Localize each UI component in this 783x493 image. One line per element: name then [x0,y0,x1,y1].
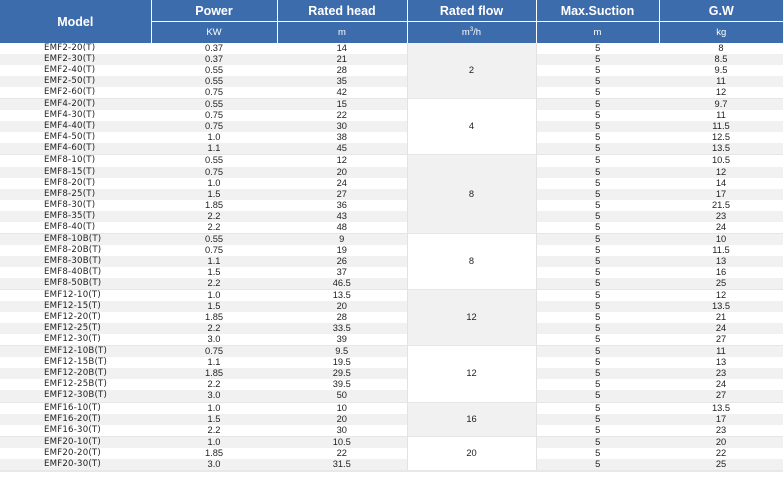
power-cell: 0.75 [151,346,277,358]
table-row [0,379,783,390]
power-cell: 1.0 [151,290,277,302]
model-cell: EMF4-30(T) [0,110,151,121]
gw-cell: 13.5 [659,402,783,414]
gw-cell: 11.5 [659,121,783,132]
gw-cell: 22 [659,448,783,459]
table-row [0,390,783,402]
power-cell: 1.85 [151,368,277,379]
rated-head-cell: 39.5 [277,379,407,390]
table-row [0,155,783,167]
model-cell: EMF20-20(T) [0,448,151,459]
power-cell: 1.85 [151,200,277,211]
max-suction-cell: 5 [536,414,659,425]
gw-cell: 13.5 [659,301,783,312]
gw-cell: 9.7 [659,99,783,111]
gw-cell: 23 [659,425,783,437]
model-cell: EMF8-40(T) [0,222,151,234]
gw-cell: 11 [659,346,783,358]
model-cell: EMF8-20(T) [0,178,151,189]
rated-head-cell: 37 [277,267,407,278]
max-suction-cell: 5 [536,256,659,267]
table-row [0,233,783,245]
power-cell: 2.2 [151,222,277,234]
table-row [0,278,783,290]
max-suction-cell: 5 [536,436,659,448]
table-row [0,290,783,302]
header-gw: G.W [659,0,783,22]
table-row [0,76,783,87]
power-cell: 1.85 [151,448,277,459]
table-row [0,43,783,54]
header-row [0,0,783,22]
model-cell: EMF8-15(T) [0,167,151,178]
header-rated-head: Rated head [277,0,407,22]
rated-head-cell: 20 [277,301,407,312]
gw-cell: 25 [659,278,783,290]
model-cell: EMF2-60(T) [0,87,151,99]
gw-cell: 12 [659,87,783,99]
table-row [0,222,783,234]
power-cell: 2.2 [151,425,277,437]
gw-cell: 24 [659,323,783,334]
rated-head-cell: 15 [277,99,407,111]
power-cell: 1.1 [151,143,277,155]
header-model: Model [0,0,151,43]
rated-flow-cell: 12 [407,290,536,346]
power-cell: 2.2 [151,211,277,222]
max-suction-cell: 5 [536,211,659,222]
power-cell: 0.55 [151,76,277,87]
rated-head-cell: 35 [277,76,407,87]
rated-head-cell: 30 [277,425,407,437]
model-cell: EMF16-10(T) [0,402,151,414]
max-suction-cell: 5 [536,110,659,121]
gw-cell: 11 [659,110,783,121]
rated-flow-cell: 20 [407,436,536,470]
gw-cell: 14 [659,178,783,189]
max-suction-cell: 5 [536,402,659,414]
max-suction-cell: 5 [536,267,659,278]
unit-rated-head: m [277,22,407,44]
gw-cell: 13 [659,256,783,267]
gw-cell: 16 [659,267,783,278]
unit-max-suction: m [536,22,659,44]
power-cell: 0.55 [151,233,277,245]
max-suction-cell: 5 [536,357,659,368]
power-cell: 0.55 [151,65,277,76]
rated-head-cell: 38 [277,132,407,143]
model-cell: EMF4-20(T) [0,99,151,111]
table-row [0,425,783,437]
gw-cell: 9.5 [659,65,783,76]
rated-head-cell: 9.5 [277,346,407,358]
max-suction-cell: 5 [536,390,659,402]
model-cell: EMF2-30(T) [0,54,151,65]
power-cell: 0.75 [151,110,277,121]
model-cell: EMF16-30(T) [0,425,151,437]
rated-flow-cell: 16 [407,402,536,436]
gw-cell: 11.5 [659,245,783,256]
max-suction-cell: 5 [536,87,659,99]
gw-cell: 10.5 [659,155,783,167]
model-cell: EMF16-20(T) [0,414,151,425]
table-row [0,346,783,358]
table-row [0,87,783,99]
power-cell: 0.75 [151,167,277,178]
gw-cell: 24 [659,222,783,234]
rated-flow-cell: 4 [407,99,536,155]
power-cell: 0.55 [151,99,277,111]
model-cell: EMF4-40(T) [0,121,151,132]
table-row [0,200,783,211]
power-cell: 1.0 [151,436,277,448]
table-body [0,43,783,470]
power-cell: 1.5 [151,189,277,200]
power-cell: 1.5 [151,301,277,312]
max-suction-cell: 5 [536,178,659,189]
rated-head-cell: 29.5 [277,368,407,379]
model-cell: EMF12-25(T) [0,323,151,334]
rated-head-cell: 26 [277,256,407,267]
max-suction-cell: 5 [536,459,659,470]
power-cell: 0.75 [151,121,277,132]
max-suction-cell: 5 [536,65,659,76]
model-cell: EMF12-15B(T) [0,357,151,368]
model-cell: EMF2-50(T) [0,76,151,87]
model-cell: EMF8-20B(T) [0,245,151,256]
power-cell: 3.0 [151,459,277,470]
gw-cell: 27 [659,390,783,402]
rated-head-cell: 21 [277,54,407,65]
table-row [0,323,783,334]
model-cell: EMF2-20(T) [0,43,151,54]
power-cell: 2.2 [151,278,277,290]
gw-cell: 10 [659,233,783,245]
gw-cell: 27 [659,334,783,346]
gw-cell: 20 [659,436,783,448]
table-row [0,211,783,222]
rated-head-cell: 14 [277,43,407,54]
table-row [0,402,783,414]
max-suction-cell: 5 [536,290,659,302]
model-cell: EMF12-10(T) [0,290,151,302]
model-cell: EMF2-40(T) [0,65,151,76]
table-row [0,448,783,459]
table-row [0,65,783,76]
table-row [0,312,783,323]
max-suction-cell: 5 [536,43,659,54]
rated-head-cell: 22 [277,448,407,459]
gw-cell: 13.5 [659,143,783,155]
power-cell: 1.1 [151,256,277,267]
max-suction-cell: 5 [536,99,659,111]
gw-cell: 25 [659,459,783,470]
model-cell: EMF8-30B(T) [0,256,151,267]
rated-head-cell: 39 [277,334,407,346]
rated-head-cell: 9 [277,233,407,245]
table-row [0,368,783,379]
rated-flow-cell: 8 [407,233,536,289]
model-cell: EMF8-10B(T) [0,233,151,245]
gw-cell: 12 [659,290,783,302]
model-cell: EMF12-20(T) [0,312,151,323]
power-cell: 3.0 [151,334,277,346]
power-cell: 1.1 [151,357,277,368]
rated-head-cell: 42 [277,87,407,99]
gw-cell: 24 [659,379,783,390]
max-suction-cell: 5 [536,323,659,334]
gw-cell: 11 [659,76,783,87]
table-row [0,436,783,448]
rated-head-cell: 31.5 [277,459,407,470]
gw-cell: 23 [659,368,783,379]
rated-head-cell: 43 [277,211,407,222]
power-cell: 0.75 [151,245,277,256]
rated-head-cell: 45 [277,143,407,155]
model-cell: EMF12-25B(T) [0,379,151,390]
table-row [0,459,783,470]
unit-flow-tail: /h [473,27,482,39]
max-suction-cell: 5 [536,346,659,358]
max-suction-cell: 5 [536,312,659,323]
rated-flow-cell: 12 [407,346,536,402]
header-power: Power [151,0,277,22]
rated-head-cell: 20 [277,167,407,178]
table-row [0,167,783,178]
unit-flow-exponent: 3 [469,26,474,33]
max-suction-cell: 5 [536,448,659,459]
model-cell: EMF12-10B(T) [0,346,151,358]
power-cell: 1.5 [151,267,277,278]
max-suction-cell: 5 [536,155,659,167]
max-suction-cell: 5 [536,379,659,390]
rated-head-cell: 24 [277,178,407,189]
max-suction-cell: 5 [536,368,659,379]
table-row [0,357,783,368]
max-suction-cell: 5 [536,200,659,211]
table-row [0,132,783,143]
gw-cell: 17 [659,414,783,425]
model-cell: EMF8-40B(T) [0,267,151,278]
max-suction-cell: 5 [536,189,659,200]
rated-flow-cell: 2 [407,43,536,99]
table-row [0,189,783,200]
table-row [0,414,783,425]
rated-head-cell: 33.5 [277,323,407,334]
table-row [0,245,783,256]
gw-cell: 8.5 [659,54,783,65]
model-cell: EMF8-10(T) [0,155,151,167]
rated-head-cell: 36 [277,200,407,211]
max-suction-cell: 5 [536,245,659,256]
rated-head-cell: 30 [277,121,407,132]
max-suction-cell: 5 [536,121,659,132]
power-cell: 1.0 [151,178,277,189]
gw-cell: 21.5 [659,200,783,211]
power-cell: 0.75 [151,87,277,99]
gw-cell: 13 [659,357,783,368]
rated-head-cell: 46.5 [277,278,407,290]
model-cell: EMF4-60(T) [0,143,151,155]
gw-cell: 21 [659,312,783,323]
power-cell: 0.55 [151,155,277,167]
power-cell: 0.37 [151,54,277,65]
model-cell: EMF12-30B(T) [0,390,151,402]
rated-head-cell: 22 [277,110,407,121]
rated-head-cell: 28 [277,65,407,76]
table-header [0,0,783,43]
model-cell: EMF12-30(T) [0,334,151,346]
max-suction-cell: 5 [536,167,659,178]
power-cell: 0.37 [151,43,277,54]
max-suction-cell: 5 [536,54,659,65]
rated-head-cell: 19.5 [277,357,407,368]
rated-head-cell: 10.5 [277,436,407,448]
max-suction-cell: 5 [536,301,659,312]
model-cell: EMF12-20B(T) [0,368,151,379]
gw-cell: 12.5 [659,132,783,143]
power-cell: 1.0 [151,402,277,414]
table-row [0,110,783,121]
table-row [0,121,783,132]
table-row [0,143,783,155]
rated-head-cell: 19 [277,245,407,256]
model-cell: EMF8-35(T) [0,211,151,222]
table-row [0,267,783,278]
max-suction-cell: 5 [536,222,659,234]
table-row [0,54,783,65]
rated-head-cell: 13.5 [277,290,407,302]
table-row [0,99,783,111]
table-row [0,256,783,267]
rated-head-cell: 27 [277,189,407,200]
model-cell: EMF8-30(T) [0,200,151,211]
unit-gw: kg [659,22,783,44]
rated-head-cell: 28 [277,312,407,323]
table-row [0,178,783,189]
unit-rated-flow [407,22,536,44]
unit-power: KW [151,22,277,44]
gw-cell: 8 [659,43,783,54]
max-suction-cell: 5 [536,425,659,437]
power-cell: 1.5 [151,414,277,425]
power-cell: 2.2 [151,379,277,390]
power-cell: 3.0 [151,390,277,402]
gw-cell: 17 [659,189,783,200]
header-max-suction: Max.Suction [536,0,659,22]
rated-head-cell: 10 [277,402,407,414]
model-cell: EMF20-30(T) [0,459,151,470]
table-row [0,301,783,312]
table-row [0,334,783,346]
model-cell: EMF20-10(T) [0,436,151,448]
power-cell: 2.2 [151,323,277,334]
unit-flow-base: m [461,27,470,39]
model-cell: EMF12-15(T) [0,301,151,312]
rated-head-cell: 50 [277,390,407,402]
model-cell: EMF8-25(T) [0,189,151,200]
power-cell: 1.0 [151,132,277,143]
max-suction-cell: 5 [536,76,659,87]
rated-flow-cell: 8 [407,155,536,233]
rated-head-cell: 48 [277,222,407,234]
max-suction-cell: 5 [536,233,659,245]
max-suction-cell: 5 [536,278,659,290]
model-cell: EMF4-50(T) [0,132,151,143]
max-suction-cell: 5 [536,132,659,143]
gw-cell: 23 [659,211,783,222]
rated-head-cell: 20 [277,414,407,425]
rated-head-cell: 12 [277,155,407,167]
table-bottom-rule [0,470,783,472]
max-suction-cell: 5 [536,143,659,155]
header-rated-flow: Rated flow [407,0,536,22]
power-cell: 1.85 [151,312,277,323]
gw-cell: 12 [659,167,783,178]
max-suction-cell: 5 [536,334,659,346]
model-cell: EMF8-50B(T) [0,278,151,290]
